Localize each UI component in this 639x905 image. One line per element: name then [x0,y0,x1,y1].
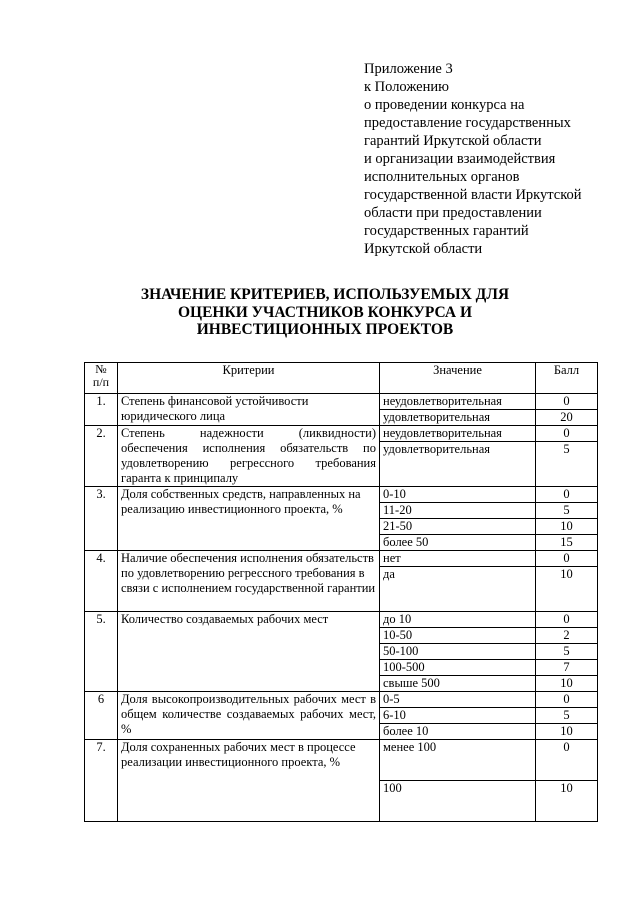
option-value: неудовлетворительная [380,426,536,442]
option-value: 6-10 [380,708,536,724]
option-value: более 50 [380,535,536,551]
row-criterion: Доля собственных средств, направленных на реализацию инвестиционного проекта, % [118,487,380,551]
table-row [85,551,598,567]
row-criterion: Доля сохраненных рабочих мест в процессе реализации инвестиционного проекта, % [118,740,380,822]
row-number: 7. [85,740,118,822]
option-score: 2 [536,628,598,644]
document-title [90,286,560,339]
option-score: 5 [536,503,598,519]
row-number: 3. [85,487,118,551]
row-number: 4. [85,551,118,612]
option-value: 10-50 [380,628,536,644]
table-row [85,426,598,442]
row-number: 2. [85,426,118,487]
table-row [85,487,598,503]
row-criterion: Степень надежности (ликвидности) обеспечения исполнения обязательств по удовлетворению регрессного требования гаранта к принципалу [118,426,380,487]
option-score: 0 [536,612,598,628]
option-value: неудовлетворительная [380,394,536,410]
row-criterion: Наличие обеспечения исполнения обязательств по удовлетворению регрессного требования в связи с исполнением государственной гарантии [118,551,380,612]
option-score: 10 [536,781,598,822]
appendix-line: государственной власти Иркутской [364,187,582,203]
appendix-line: Приложение 3 [364,61,453,77]
header-number-line1: № [95,362,107,376]
option-score: 10 [536,567,598,612]
option-value: более 10 [380,724,536,740]
title-line: ОЦЕНКИ УЧАСТНИКОВ КОНКУРСА И [177,303,473,321]
title-line: ИНВЕСТИЦИОННЫХ ПРОЕКТОВ [196,321,454,338]
table-row [85,394,598,410]
header-score: Балл [536,363,598,394]
option-score: 0 [536,426,598,442]
option-score: 5 [536,708,598,724]
header-number-line2: п/п [92,375,110,389]
table-row [85,612,598,628]
table-row [85,692,598,708]
option-value: удовлетворительная [380,410,536,426]
option-value: 0-5 [380,692,536,708]
option-score: 0 [536,740,598,781]
option-value: до 10 [380,612,536,628]
option-score: 5 [536,644,598,660]
option-score: 10 [536,724,598,740]
appendix-line: Иркутской области [364,241,483,257]
option-value: 100 [380,781,536,822]
appendix-line: к Положению [364,79,449,95]
option-score: 15 [536,535,598,551]
header-criteria: Критерии [118,363,380,394]
row-criterion: Доля высокопроизводительных рабочих мест в общем количестве создаваемых рабочих мест, % [118,692,380,740]
row-number: 6 [85,692,118,740]
option-value: 0-10 [380,487,536,503]
appendix-line: области при предоставлении [364,205,542,221]
appendix-line: о проведении конкурса на [364,97,525,113]
table-row [85,740,598,781]
option-score: 20 [536,410,598,426]
option-score: 7 [536,660,598,676]
row-number: 1. [85,394,118,426]
option-value: менее 100 [380,740,536,781]
option-value: свыше 500 [380,676,536,692]
row-number: 5. [85,612,118,692]
option-value: 21-50 [380,519,536,535]
appendix-line: исполнительных органов [364,169,520,185]
option-score: 5 [536,442,598,487]
appendix-line: гарантий Иркутской области [364,133,542,149]
option-value: 100-500 [380,660,536,676]
option-score: 10 [536,519,598,535]
appendix-line: предоставление государственных [364,115,571,131]
option-value: нет [380,551,536,567]
option-score: 0 [536,394,598,410]
criteria-table [84,362,598,822]
option-value: 50-100 [380,644,536,660]
header-value: Значение [380,363,536,394]
header-number [85,363,118,394]
option-score: 0 [536,487,598,503]
appendix-line: и организации взаимодействия [364,151,556,167]
table-header-row [85,363,598,394]
option-value: удовлетворительная [380,442,536,487]
appendix-block [364,60,624,258]
appendix-line: государственных гарантий [364,223,529,239]
option-value: да [380,567,536,612]
row-criterion: Количество создаваемых рабочих мест [118,612,380,692]
option-value: 11-20 [380,503,536,519]
option-score: 10 [536,676,598,692]
title-line: ЗНАЧЕНИЕ КРИТЕРИЕВ, ИСПОЛЬЗУЕМЫХ ДЛЯ [140,286,510,303]
row-criterion: Степень финансовой устойчивости юридического лица [118,394,380,426]
option-score: 0 [536,692,598,708]
option-score: 0 [536,551,598,567]
